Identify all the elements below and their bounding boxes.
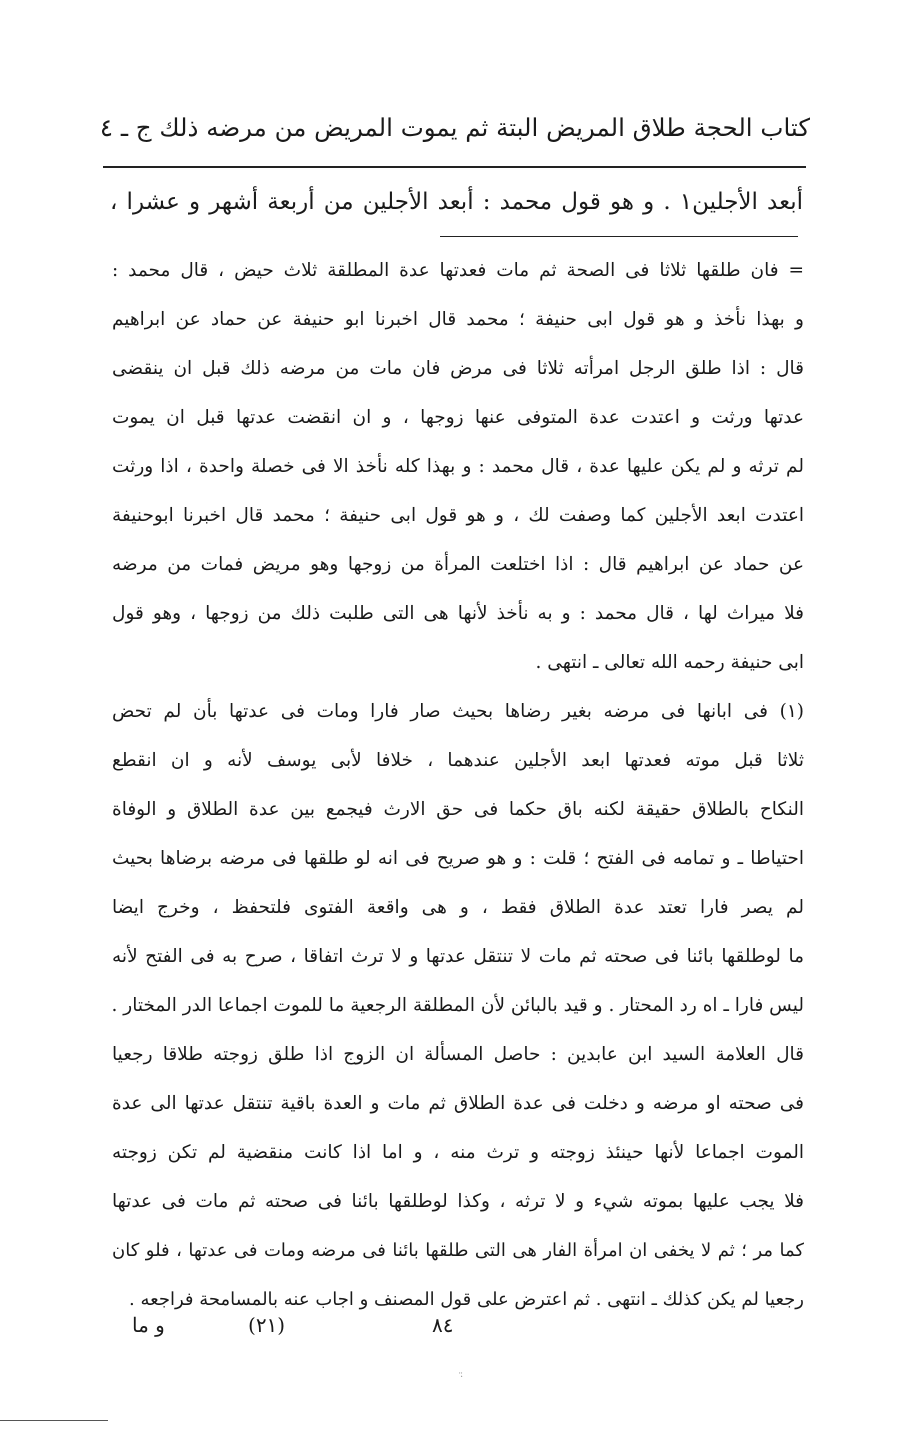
footnote-line: ابى حنيفة رحمه الله تعالى ـ انتهى . [535,652,804,673]
footnote-line: رجعيا لم يكن كذلك ـ انتهى . ثم اعترض على قول المصنف و اجاب عنه بالمسامحة فراجعه . [129,1289,804,1310]
footnote-line: و بهذا نأخذ و هو قول ابى حنيفة ؛ محمد قال اخبرنا ابو حنيفة عن حماد عن ابراهيم [112,309,804,330]
scan-speck: ·̈ [460,1372,464,1383]
footnotes [112,246,804,1324]
scan-edge-line [0,1420,108,1421]
catchword: و ما [132,1313,165,1337]
main-text-line: أبعد الأجلين١ . و هو قول محمد : أبعد الأجلين من أربعة أشهر و عشرا ، [110,189,803,215]
footnote-line: لم ترثه و لم يكن عليها عدة ، قال محمد : و بهذا كله نأخذ الا فى خصلة واحدة ، اذا ورثت [112,456,804,477]
footnote-line: (١) فى ابانها فى مرضه بغير رضاها بحيث صار فارا ومات فى عدتها بأن لم تحض [112,701,804,722]
footnote-line: النكاح بالطلاق حقيقة لكنه باق حكما فى حق الارث فيجمع بين عدة الطلاق و الوفاة [112,799,804,820]
footnote-line: عدتها ورثت و اعتدت عدة المتوفى عنها زوجها ، و ان انقضت عدتها قبل ان يموت [112,407,804,428]
footnote-line: قال العلامة السيد ابن عابدين : حاصل المسألة ان الزوج اذا طلق زوجته طلاقا رجعيا [112,1044,804,1065]
footnote-line: فى صحته او مرضه و دخلت فى عدة الطلاق ثم مات و العدة باقية تنتقل عدتها الى عدة [112,1093,804,1114]
running-title: كتاب الحجة طلاق المريض البتة ثم يموت المريض من مرضه ذلك ج ـ ٤ [100,113,810,142]
footnote-line: الموت اجماعا لأنها حينئذ زوجته و ترث منه ، و اما اذا كانت منقضية لم تكن زوجته [112,1142,804,1163]
signature-mark: (٢١) [248,1313,286,1337]
page-number: ٨٤ [432,1313,454,1337]
footnote-line: فلا يجب عليها بموته شيء و لا ترثه ، وكذا لوطلقها بائنا فى صحته ثم مات فى عدتها [112,1191,804,1212]
footnote-separator [440,236,798,237]
footnote-line: كما مر ؛ ثم لا يخفى ان امرأة الفار هى التى طلقها بائنا فى مرضه ومات فى عدتها ، فلو كان [112,1240,804,1261]
footnote-line: اعتدت ابعد الأجلين كما وصفت لك ، و هو قول ابى حنيفة ؛ محمد قال اخبرنا ابوحنيفة [112,505,804,526]
footnote-line: احتياطا ـ و تمامه فى الفتح ؛ قلت : و هو صريح فى انه لو طلقها فى مرضه برضاها بحيث [112,848,804,869]
footnote-line: ليس فارا ـ اه رد المحتار . و قيد بالبائن لأن المطلقة الرجعية ما للموت اجماعا الدر المختار . [112,995,804,1016]
footnote-line: فلا ميراث لها ، قال محمد : و به نأخذ لأنها هى التى طلبت ذلك من زوجها ، وهو قول [112,603,804,624]
footnote-line: = فان طلقها ثلاثا فى الصحة ثم مات فعدتها عدة المطلقة ثلاث حيض ، قال محمد : [112,260,804,281]
footnote-line: ما لوطلقها بائنا فى صحته ثم مات لا تنتقل عدتها و لا ترث اتفاقا ، صرح به فى الفتح لأنه [112,946,804,967]
footnote-line: قال : اذا طلق الرجل امرأته ثلاثا فى مرض فان مات من مرضه ذلك قبل ان ينقضى [112,358,804,379]
header-rule [103,166,806,168]
footnote-line: ثلاثا قبل موته فعدتها ابعد الأجلين عندهما ، خلافا لأبى يوسف لأنه و ان انقطع [112,750,804,771]
footnote-line: لم يصر فارا تعتد عدة الطلاق فقط ، و هى واقعة الفتوى فلتحفظ ، وخرج ايضا [112,897,804,918]
footnote-line: عن حماد عن ابراهيم قال : اذا اختلعت المرأة من زوجها وهو مريض فمات من مرضه [112,554,804,575]
